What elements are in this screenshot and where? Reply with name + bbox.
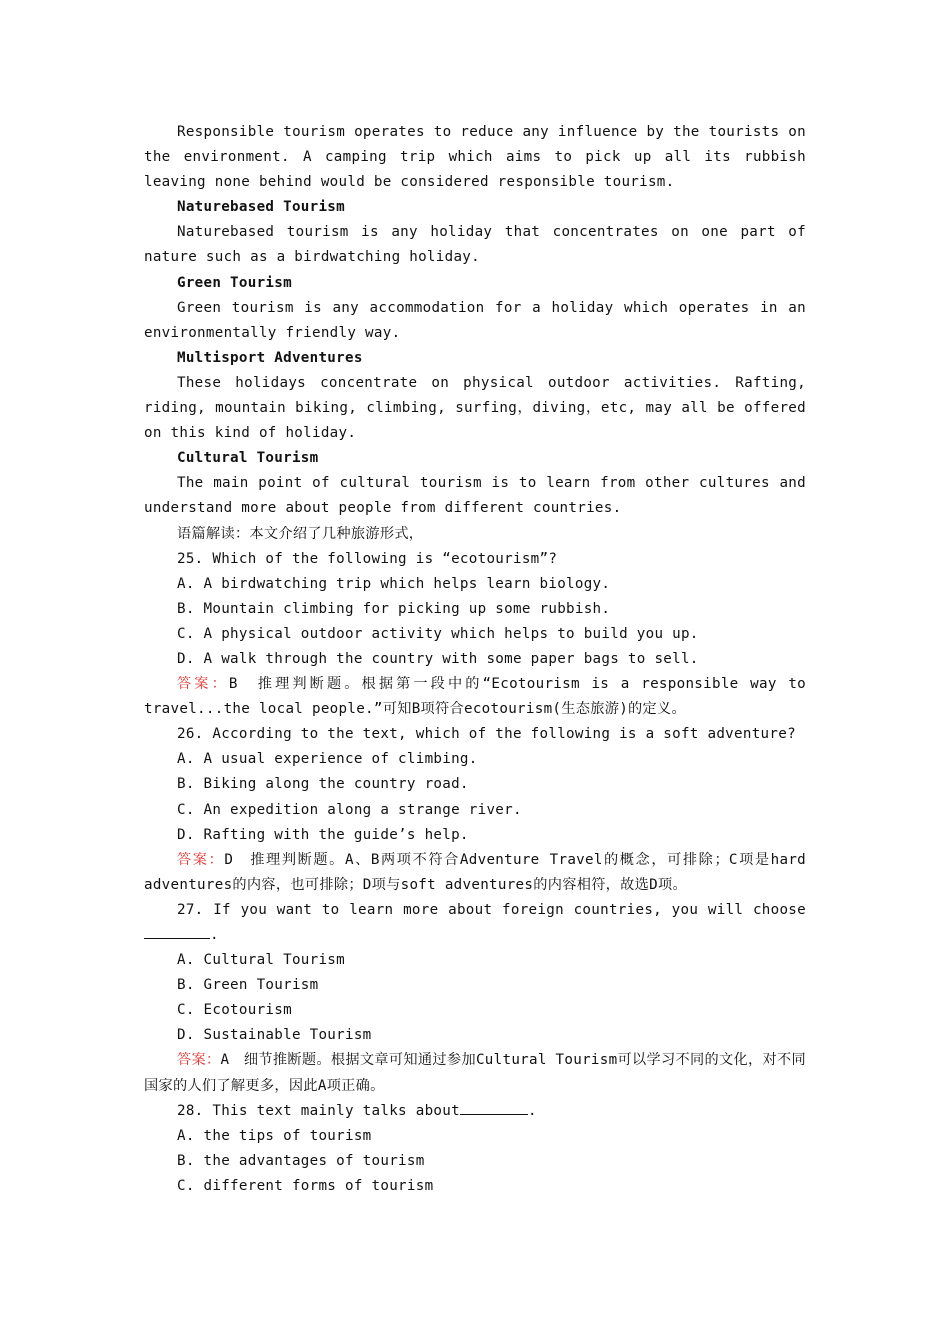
paragraph-responsible-tourism: Responsible tourism operates to reduce any influence by the tourists on the environment. A camping trip which aims to pick up all its rubbish leaving none behind would be considered responsible tourism.: [144, 124, 806, 191]
answer-explanation: B 推理判断题。根据第一段中的“Ecotourism is a responsible way to travel...the local people.”可知B项符合ecotourism(生态旅游)的定义。: [144, 676, 807, 718]
passage-summary: 语篇解读：本文介绍了几种旅游形式，: [177, 525, 424, 542]
question-28-option-b: B. the advantages of tourism: [177, 1152, 425, 1169]
question-25-option-b: B. Mountain climbing for picking up some rubbish.: [177, 600, 611, 617]
question-27-option-c: C. Ecotourism: [177, 1002, 292, 1019]
question-27-stem: [144, 898, 806, 948]
answer-label: 答案：: [177, 851, 225, 868]
paragraph-cultural-tourism: The main point of cultural tourism is to learn from other cultures and understand more about people from different countries.: [144, 475, 806, 517]
question-27-end: .: [210, 927, 219, 943]
question-25-option-c: C. A physical outdoor activity which helps to build you up.: [177, 625, 699, 642]
answer-label: 答案：: [177, 676, 229, 693]
document-page: [144, 120, 806, 1199]
answer-blank: [460, 1100, 528, 1115]
question-26-option-c: C. An expedition along a strange river.: [177, 801, 522, 818]
question-28-stem: [144, 1099, 806, 1124]
paragraph-naturebased-tourism: Naturebased tourism is any holiday that concentrates on one part of nature such as a birdwatching holiday.: [144, 224, 806, 266]
heading-multisport-adventures: Multisport Adventures: [177, 349, 363, 366]
question-26-stem: 26. According to the text, which of the following is a soft adventure?: [177, 726, 796, 743]
answer-label: 答案：: [177, 1052, 221, 1069]
question-27-answer: [144, 1048, 806, 1098]
question-28-option-c: C. different forms of tourism: [177, 1177, 434, 1194]
question-25-answer: [144, 672, 806, 722]
question-27-option-d: D. Sustainable Tourism: [177, 1027, 372, 1044]
question-28-end: .: [527, 1102, 537, 1119]
answer-explanation: A 细节推断题。根据文章可知通过参加Cultural Tourism可以学习不同的文化，对不同国家的人们了解更多，因此A项正确。: [144, 1052, 806, 1094]
answer-blank: [144, 924, 210, 939]
question-26-option-a: A. A usual experience of climbing.: [177, 751, 478, 768]
question-28-option-a: A. the tips of tourism: [177, 1127, 372, 1144]
question-26-option-b: B. Biking along the country road.: [177, 776, 469, 793]
question-26-option-d: D. Rafting with the guide’s help.: [177, 826, 469, 843]
heading-green-tourism: Green Tourism: [177, 274, 292, 291]
paragraph-green-tourism: Green tourism is any accommodation for a holiday which operates in an environmentally friendly way.: [144, 299, 806, 341]
heading-naturebased-tourism: Naturebased Tourism: [177, 199, 345, 216]
question-27-option-a: A. Cultural Tourism: [177, 952, 345, 969]
question-25-stem: 25. Which of the following is “ecotourism”?: [177, 550, 558, 567]
paragraph-multisport-adventures: These holidays concentrate on physical outdoor activities. Rafting, riding, mountain biking, climbing, surfing，diving，etc, may all be offered on this kind of holiday.: [144, 374, 806, 442]
heading-cultural-tourism: Cultural Tourism: [177, 450, 319, 467]
question-27-text: 27. If you want to learn more about foreign countries, you will choose: [177, 901, 806, 918]
question-27-option-b: B. Green Tourism: [177, 977, 319, 994]
question-25-option-d: D. A walk through the country with some paper bags to sell.: [177, 650, 699, 667]
question-25-option-a: A. A birdwatching trip which helps learn biology.: [177, 575, 611, 592]
question-26-answer: [144, 848, 806, 898]
question-28-text: 28. This text mainly talks about: [177, 1102, 460, 1119]
answer-explanation: D 推理判断题。A、B两项不符合Adventure Travel的概念，可排除；C项是hard adventures的内容，也可排除；D项与soft adventures的内容相符，故选D项。: [144, 851, 806, 893]
